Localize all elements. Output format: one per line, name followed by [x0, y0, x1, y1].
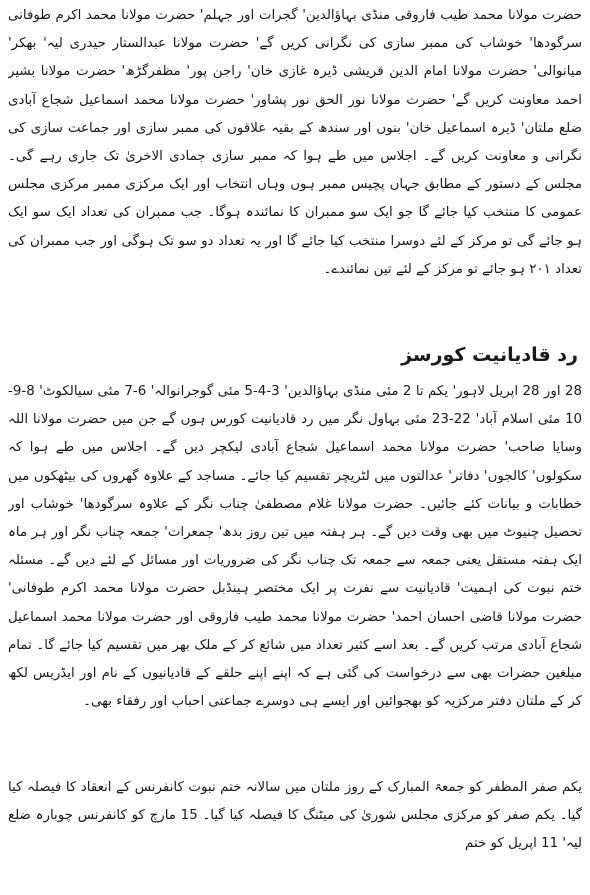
courses-paragraph: 28 اور 28 اپریل لاہور' یکم تا 2 مئی منڈی بہاؤالدین' 3-4-5 مئی گوجرانوالہ' 6-7 مئی سیالکوٹ' 8-9-10 مئی اسلام آباد' 22-23 مئی بہاول نگر میں رد قادیانیت کورس ہوں گے جن میں حضرت مولانا اللہ وسایا صاحب' حضرت مولانا محمد اسماعیل شجاع آبادی لیکچر دیں گے۔ اجلاس میں طے ہوا کہ سکولوں' کالجوں' دفاتر' عدالتوں میں لٹریچر تقسیم کیا جائے۔ مساجد کے علاوہ گھروں کی بیٹھکوں میں خطابات و بیانات کئے جائیں۔ حضرت مولانا غلام مصطفیٰ چناب نگر کے علاوہ سرگودھا' خوشاب اور تحصیل چنیوٹ میں بھی وقت دیں گے۔ ہر ہفتہ میں تین روز بدھ' جمعرات' جمعہ چناب نگر اور ہر ماہ ایک ہفتہ مستقل یعنی جمعہ سے جمعہ تک چناب نگر کی ضروریات اور مسائل کے لئے دیں گے۔ مسئلہ ختم نبوت کی اہمیت' قادیانیت سے نفرت پر ایک مختصر ہینڈبل حضرت مولانا محمد اکرم طوفانی' حضرت مولانا قاضی احسان احمد' حضرت مولانا محمد طیب فاروقی اور حضرت مولانا محمد اسماعیل شجاع آبادی مرتب کریں گے۔ بعد اسے کثیر تعداد میں شائع کر کے ملک بھر میں تقسیم کیا جائے گا۔ تمام مبلغین حضرات بھی سے درخواست کی گئی ہے کہ اپنے اپنے حلقے کے قادیانیوں کے نام اور ایڈریس لکھ کر کے ملتان دفتر مرکزیہ کو بھجوائیں اور ایسے ہی دوسرے جماعتی احباب اور رفقاء بھی۔ — [8, 384, 582, 710]
document-page — [8, 2, 582, 892]
section-heading: رد قادیانیت کورسز — [401, 344, 578, 366]
intro-paragraph: حضرت مولانا محمد طیب فاروقی منڈی بہاؤالدین' گجرات اور جہلم' حضرت مولانا محمد اکرم طوفانی سرگودھا' خوشاب کی ممبر سازی کی نگرانی کریں گے' حضرت مولانا عبدالستار حیدری لیہ' بھکر' میانوالی' حضرت مولانا امام الدین قریشی ڈیرہ غازی خان' راجن پور' مظفرگڑھ' حضرت مولانا بشیر احمد معاونت کریں گے' حضرت مولانا نور الحق نور پشاور' حضرت مولانا محمد اسماعیل شجاع آبادی ضلع ملتان' ڈیرہ اسماعیل خان' بنوں اور سندھ کے بقیہ علاقوں کی ممبر سازی اور جماعت سازی کی نگرانی و معاونت کریں گے۔ اجلاس میں طے ہوا کہ ممبر سازی جمادی الاخریٰ تک جاری رہے گی۔ مجلس کے دستور کے مطابق جہاں پچیس ممبر ہوں وہاں انتخاب اور ایک مرکزی ممبر مرکزی مجلس عمومی کا منتخب کیا جائے گا جو ایک سو ممبران کا نمائندہ ہوگا۔ جب ممبران کی تعداد ایک سو ایک ہو جائے گی تو مرکز کے لئے دوسرا منتخب کیا جائے گا اور یہ تعداد دو سو تک ہوگی اور جب ممبران کی تعداد ۲۰۱ ہو جائے تو مرکز کے لئے تین نمائندے۔ — [8, 8, 582, 277]
closing-paragraph: یکم صفر المظفر کو جمعۃ المبارک کے روز ملتان میں سالانہ ختم نبوت کانفرنس کے انعقاد کا فیصلہ کیا گیا۔ یکم صفر کو مرکزی مجلس شوریٰ کی میٹنگ کا فیصلہ کیا گیا۔ 15 مارچ کو کانفرنس چوبارہ ضلع لیہ' 11 اپریل کو ختم — [8, 780, 582, 852]
